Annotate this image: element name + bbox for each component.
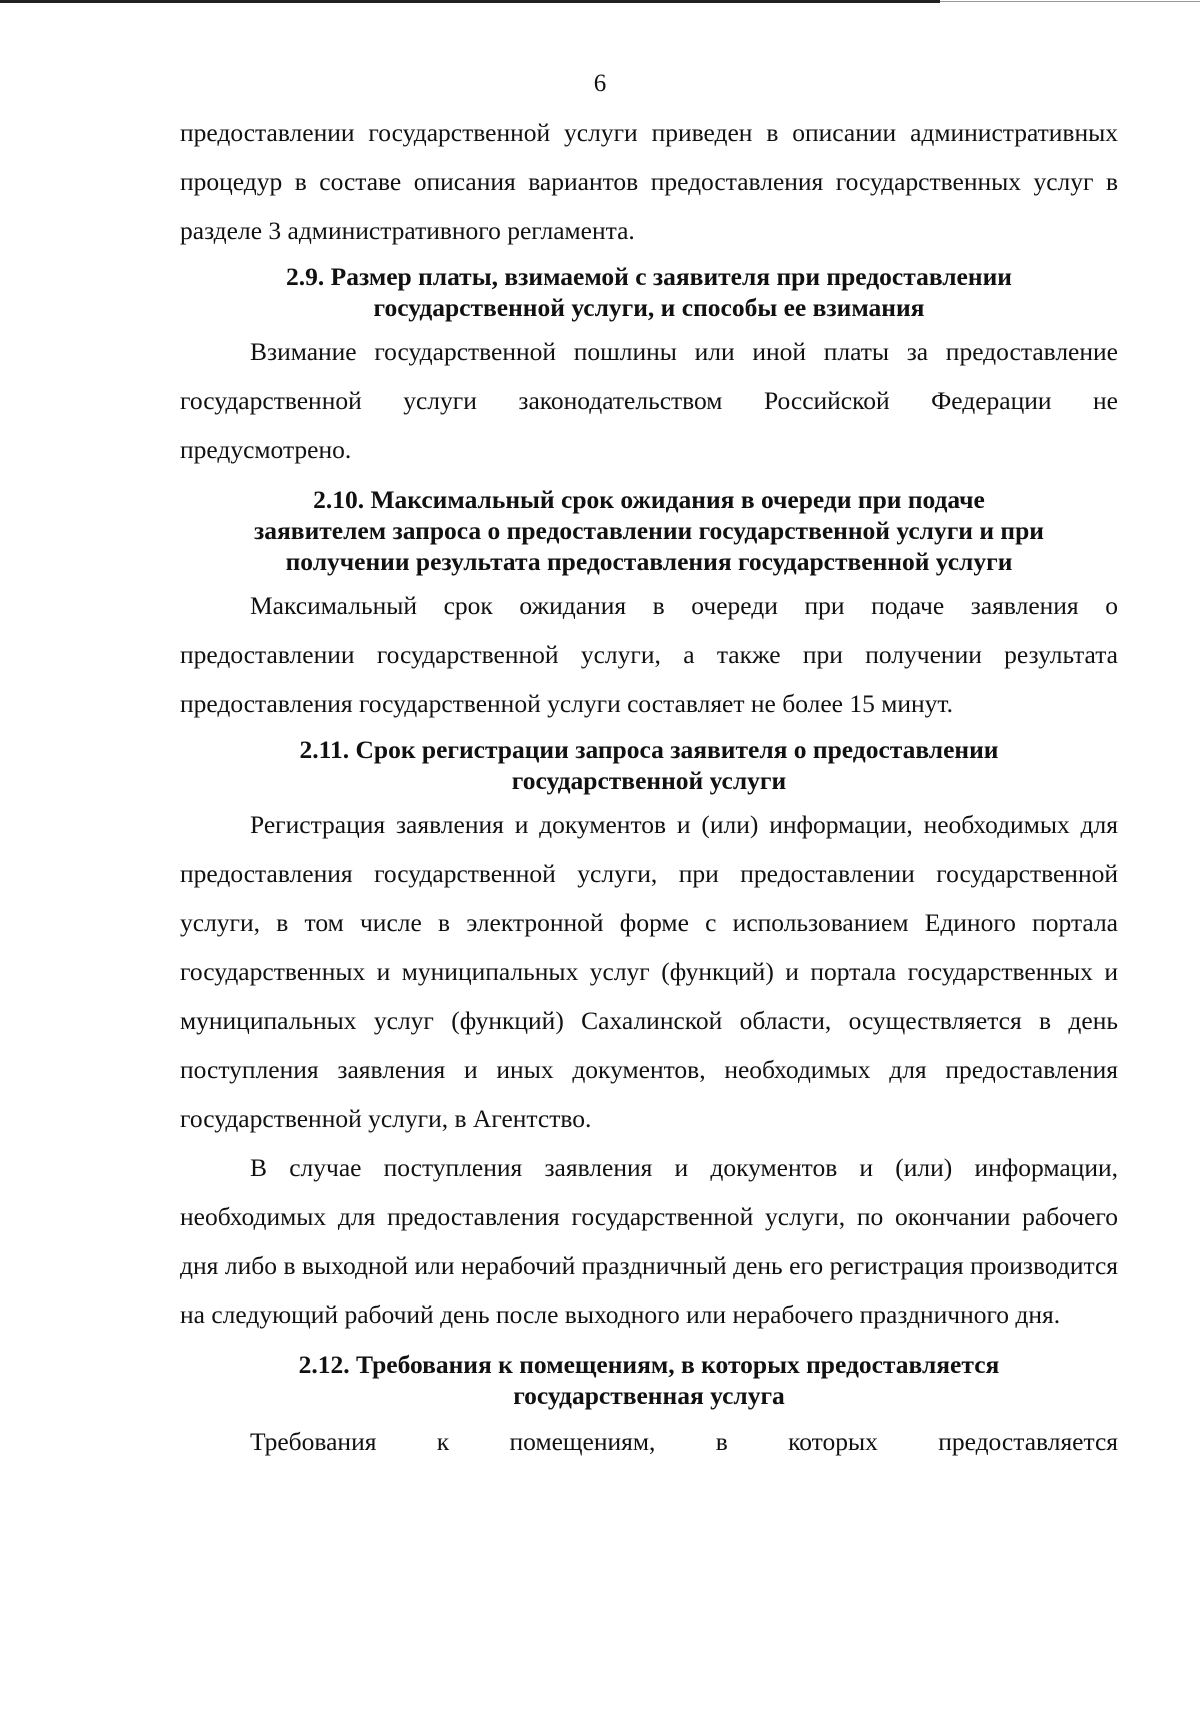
section-heading <box>180 734 1118 796</box>
section-heading-line: получении результата предоставления государственной услуги <box>285 547 1013 576</box>
document-body <box>180 108 1118 1466</box>
scan-edge-line <box>0 0 940 3</box>
section-heading-line: государственной услуги, и способы ее взимания <box>373 293 925 322</box>
section-heading-line: 2.12. Требования к помещениям, в которых предоставляется <box>298 1350 1000 1379</box>
section-heading <box>180 1349 1118 1411</box>
paragraph: Требования к помещениям, в которых предоставляется <box>250 1427 1118 1456</box>
paragraph: В случае поступления заявления и документов и (или) информации, необходимых для предоставления государственной услуги, по окончании рабочего дня либо в выходной или нерабочий праздничный день его регистрация производится на следующий рабочий день после выходного или нерабочего праздничного дня. <box>180 1153 1118 1329</box>
section-heading-line: 2.11. Срок регистрации запроса заявителя о предоставлении <box>299 735 999 764</box>
section-heading <box>180 261 1118 323</box>
section-heading-line: государственная услуга <box>513 1381 785 1410</box>
paragraph: Максимальный срок ожидания в очереди при подаче заявления о предоставлении государственной услуги, а также при получении результата предоставления государственной услуги составляет не более 15 минут. <box>180 591 1118 718</box>
paragraph: предоставлении государственной услуги приведен в описании административных процедур в составе описания вариантов предоставления государственных услуг в разделе 3 административного регламента. <box>180 118 1118 245</box>
page-number: 6 <box>593 70 607 97</box>
section-heading <box>180 484 1118 577</box>
scan-edge-line-faint <box>940 1 1200 2</box>
section-heading-line: государственной услуги <box>511 766 787 795</box>
paragraph: Взимание государственной пошлины или иной платы за предоставление государственной услуги законодательством Российской Федерации не предусмотрено. <box>180 337 1118 464</box>
section-heading-line: 2.9. Размер платы, взимаемой с заявителя при предоставлении <box>286 262 1012 291</box>
paragraph: Регистрация заявления и документов и (или) информации, необходимых для предоставления государственной услуги, при предоставлении государственной услуги, в том числе в электронной форме с использованием Единого портала государственных и муниципальных услуг (функций) и портала государственных и муниципальных услуг (функций) Сахалинской области, осуществляется в день поступления заявления и иных документов, необходимых для предоставления государственной услуги, в Агентство. <box>180 810 1118 1133</box>
section-heading-line: 2.10. Максимальный срок ожидания в очереди при подаче <box>313 485 985 514</box>
section-heading-line: заявителем запроса о предоставлении государственной услуги и при <box>254 516 1044 545</box>
